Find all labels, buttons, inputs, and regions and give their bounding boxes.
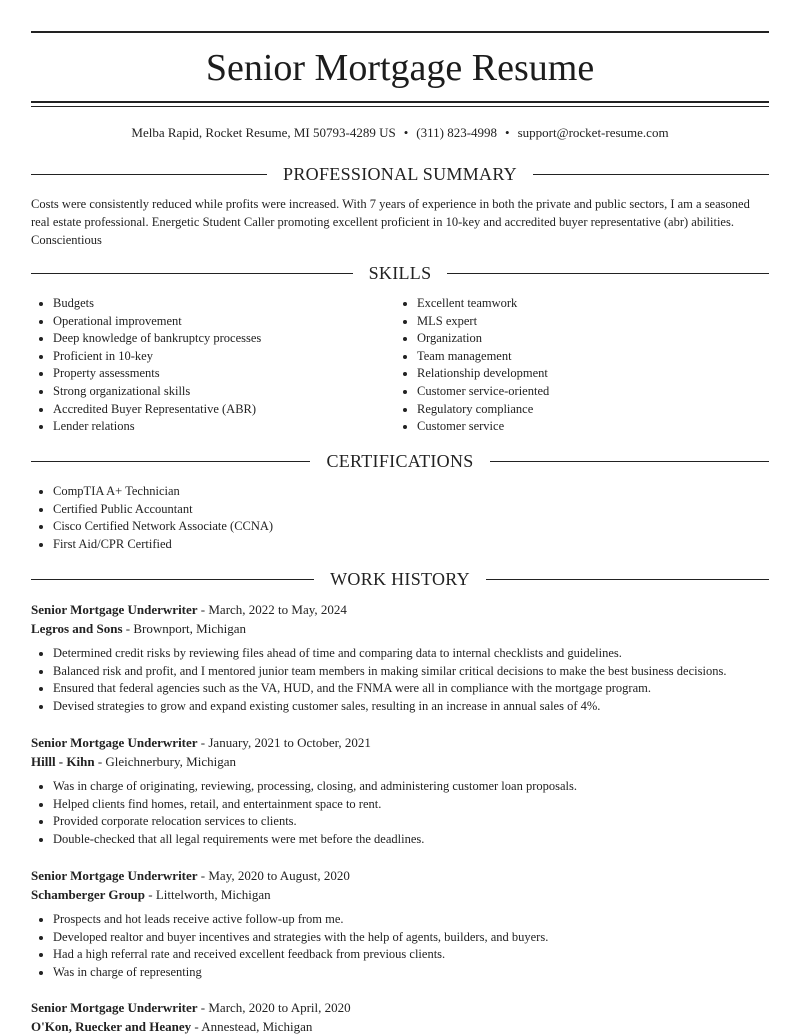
job-entry bbox=[31, 600, 769, 715]
skill-item: • Relationship development bbox=[417, 365, 755, 383]
skill-item: • Customer service-oriented bbox=[417, 383, 755, 401]
job-entry bbox=[31, 733, 769, 848]
job-bullet: • Was in charge of originating, reviewing, processing, closing, and administering customer loan proposals. bbox=[53, 778, 769, 796]
job-title: Senior Mortgage Underwriter bbox=[31, 602, 198, 617]
job-bullet: • Balanced risk and profit, and I mentored junior team members in making similar critical decisions to make the best business decisions. bbox=[53, 663, 769, 681]
job-location: - Annestead, Michigan bbox=[191, 1019, 313, 1034]
skill-item: • Proficient in 10-key bbox=[53, 348, 391, 366]
certifications-section-header bbox=[31, 450, 769, 472]
job-company: Hilll - Kihn bbox=[31, 754, 95, 769]
job-bullet: • Devised strategies to grow and expand existing customer sales, resulting in an increase in annual sales of 4%. bbox=[53, 698, 769, 716]
title-double-rule-upper bbox=[31, 101, 769, 103]
certification-item: • First Aid/CPR Certified bbox=[53, 536, 769, 554]
job-bullet: • Ensured that federal agencies such as the VA, HUD, and the FNMA were all in compliance with the mortgage program. bbox=[53, 680, 769, 698]
resume-title: Senior Mortgage Resume bbox=[205, 47, 595, 89]
skills-column-right bbox=[395, 295, 755, 436]
certification-item: • Cisco Certified Network Associate (CCNA) bbox=[53, 518, 769, 536]
skill-item: • Lender relations bbox=[53, 418, 391, 436]
skill-item: • Operational improvement bbox=[53, 313, 391, 331]
skills-section-header bbox=[31, 262, 769, 284]
section-rule bbox=[31, 461, 310, 462]
skill-item: • Accredited Buyer Representative (ABR) bbox=[53, 401, 391, 419]
contact-phone: (311) 823-4998 bbox=[416, 125, 498, 140]
section-rule bbox=[486, 579, 769, 580]
summary-text: Costs were consistently reduced while profits were increased. With 7 years of experience in both the private and public sectors, I am a seasoned real estate professional. Energetic Student Caller promoting excellent proficient in 10-key and accredited buyer representative (abr) abilities. Conscientious bbox=[31, 197, 750, 247]
section-rule bbox=[447, 273, 769, 274]
job-title: Senior Mortgage Underwriter bbox=[31, 1000, 198, 1015]
job-company: Schamberger Group bbox=[31, 887, 145, 902]
work-history-heading: WORK HISTORY bbox=[330, 568, 470, 589]
skill-item: • Property assessments bbox=[53, 365, 391, 383]
skill-item: • Organization bbox=[417, 330, 755, 348]
work-history-section-header bbox=[31, 568, 769, 590]
job-dates: - January, 2021 to October, 2021 bbox=[197, 735, 371, 750]
skill-item: • Regulatory compliance bbox=[417, 401, 755, 419]
top-rule bbox=[31, 31, 769, 33]
skills-heading: SKILLS bbox=[368, 262, 432, 283]
job-entry bbox=[31, 866, 769, 981]
skill-item: • Strong organizational skills bbox=[53, 383, 391, 401]
title-double-rule-lower bbox=[31, 106, 769, 107]
job-dates: - May, 2020 to August, 2020 bbox=[197, 868, 350, 883]
section-rule bbox=[31, 579, 314, 580]
certifications-heading: CERTIFICATIONS bbox=[326, 450, 474, 471]
section-rule bbox=[490, 461, 769, 462]
job-bullet: • Provided corporate relocation services to clients. bbox=[53, 813, 769, 831]
job-title: Senior Mortgage Underwriter bbox=[31, 735, 198, 750]
section-rule bbox=[533, 174, 769, 175]
job-company: Legros and Sons bbox=[31, 621, 123, 636]
certification-item: • CompTIA A+ Technician bbox=[53, 483, 769, 501]
skill-item: • Deep knowledge of bankruptcy processes bbox=[53, 330, 391, 348]
job-location: - Littelworth, Michigan bbox=[145, 887, 271, 902]
job-bullet: • Determined credit risks by reviewing files ahead of time and comparing data to internal checklists and guidelines. bbox=[53, 645, 769, 663]
skill-item: • Customer service bbox=[417, 418, 755, 436]
certification-item: • Certified Public Accountant bbox=[53, 501, 769, 519]
contact-separator: • bbox=[403, 125, 409, 140]
job-location: - Brownport, Michigan bbox=[122, 621, 246, 636]
contact-email[interactable]: support@rocket-resume.com bbox=[517, 125, 669, 140]
contact-line bbox=[31, 123, 769, 143]
skill-item: • Budgets bbox=[53, 295, 391, 313]
job-dates: - March, 2022 to May, 2024 bbox=[197, 602, 347, 617]
job-bullet: • Was in charge of representing bbox=[53, 964, 769, 982]
summary-heading: PROFESSIONAL SUMMARY bbox=[283, 163, 517, 184]
job-bullet: • Helped clients find homes, retail, and entertainment space to rent. bbox=[53, 796, 769, 814]
contact-address: Melba Rapid, Rocket Resume, MI 50793-4289 US bbox=[131, 125, 396, 140]
summary-section-header bbox=[31, 163, 769, 185]
section-rule bbox=[31, 174, 267, 175]
certifications-list bbox=[31, 483, 769, 553]
section-rule bbox=[31, 273, 353, 274]
job-bullet: • Prospects and hot leads receive active follow-up from me. bbox=[53, 911, 769, 929]
job-location: - Gleichnerbury, Michigan bbox=[94, 754, 236, 769]
job-bullet: • Developed realtor and buyer incentives and strategies with the help of agents, builders, and buyers. bbox=[53, 929, 769, 947]
job-bullet: • Had a high referral rate and received excellent feedback from previous clients. bbox=[53, 946, 769, 964]
skills-column-left bbox=[31, 295, 391, 436]
contact-separator: • bbox=[505, 125, 510, 140]
job-entry bbox=[31, 998, 769, 1036]
skill-item: • Excellent teamwork bbox=[417, 295, 755, 313]
job-company: O'Kon, Ruecker and Heaney bbox=[31, 1019, 192, 1034]
job-title: Senior Mortgage Underwriter bbox=[31, 868, 198, 883]
job-bullet: • Double-checked that all legal requirements were met before the deadlines. bbox=[53, 831, 769, 849]
job-dates: - March, 2020 to April, 2020 bbox=[197, 1000, 351, 1015]
skill-item: • Team management bbox=[417, 348, 755, 366]
skill-item: • MLS expert bbox=[417, 313, 755, 331]
